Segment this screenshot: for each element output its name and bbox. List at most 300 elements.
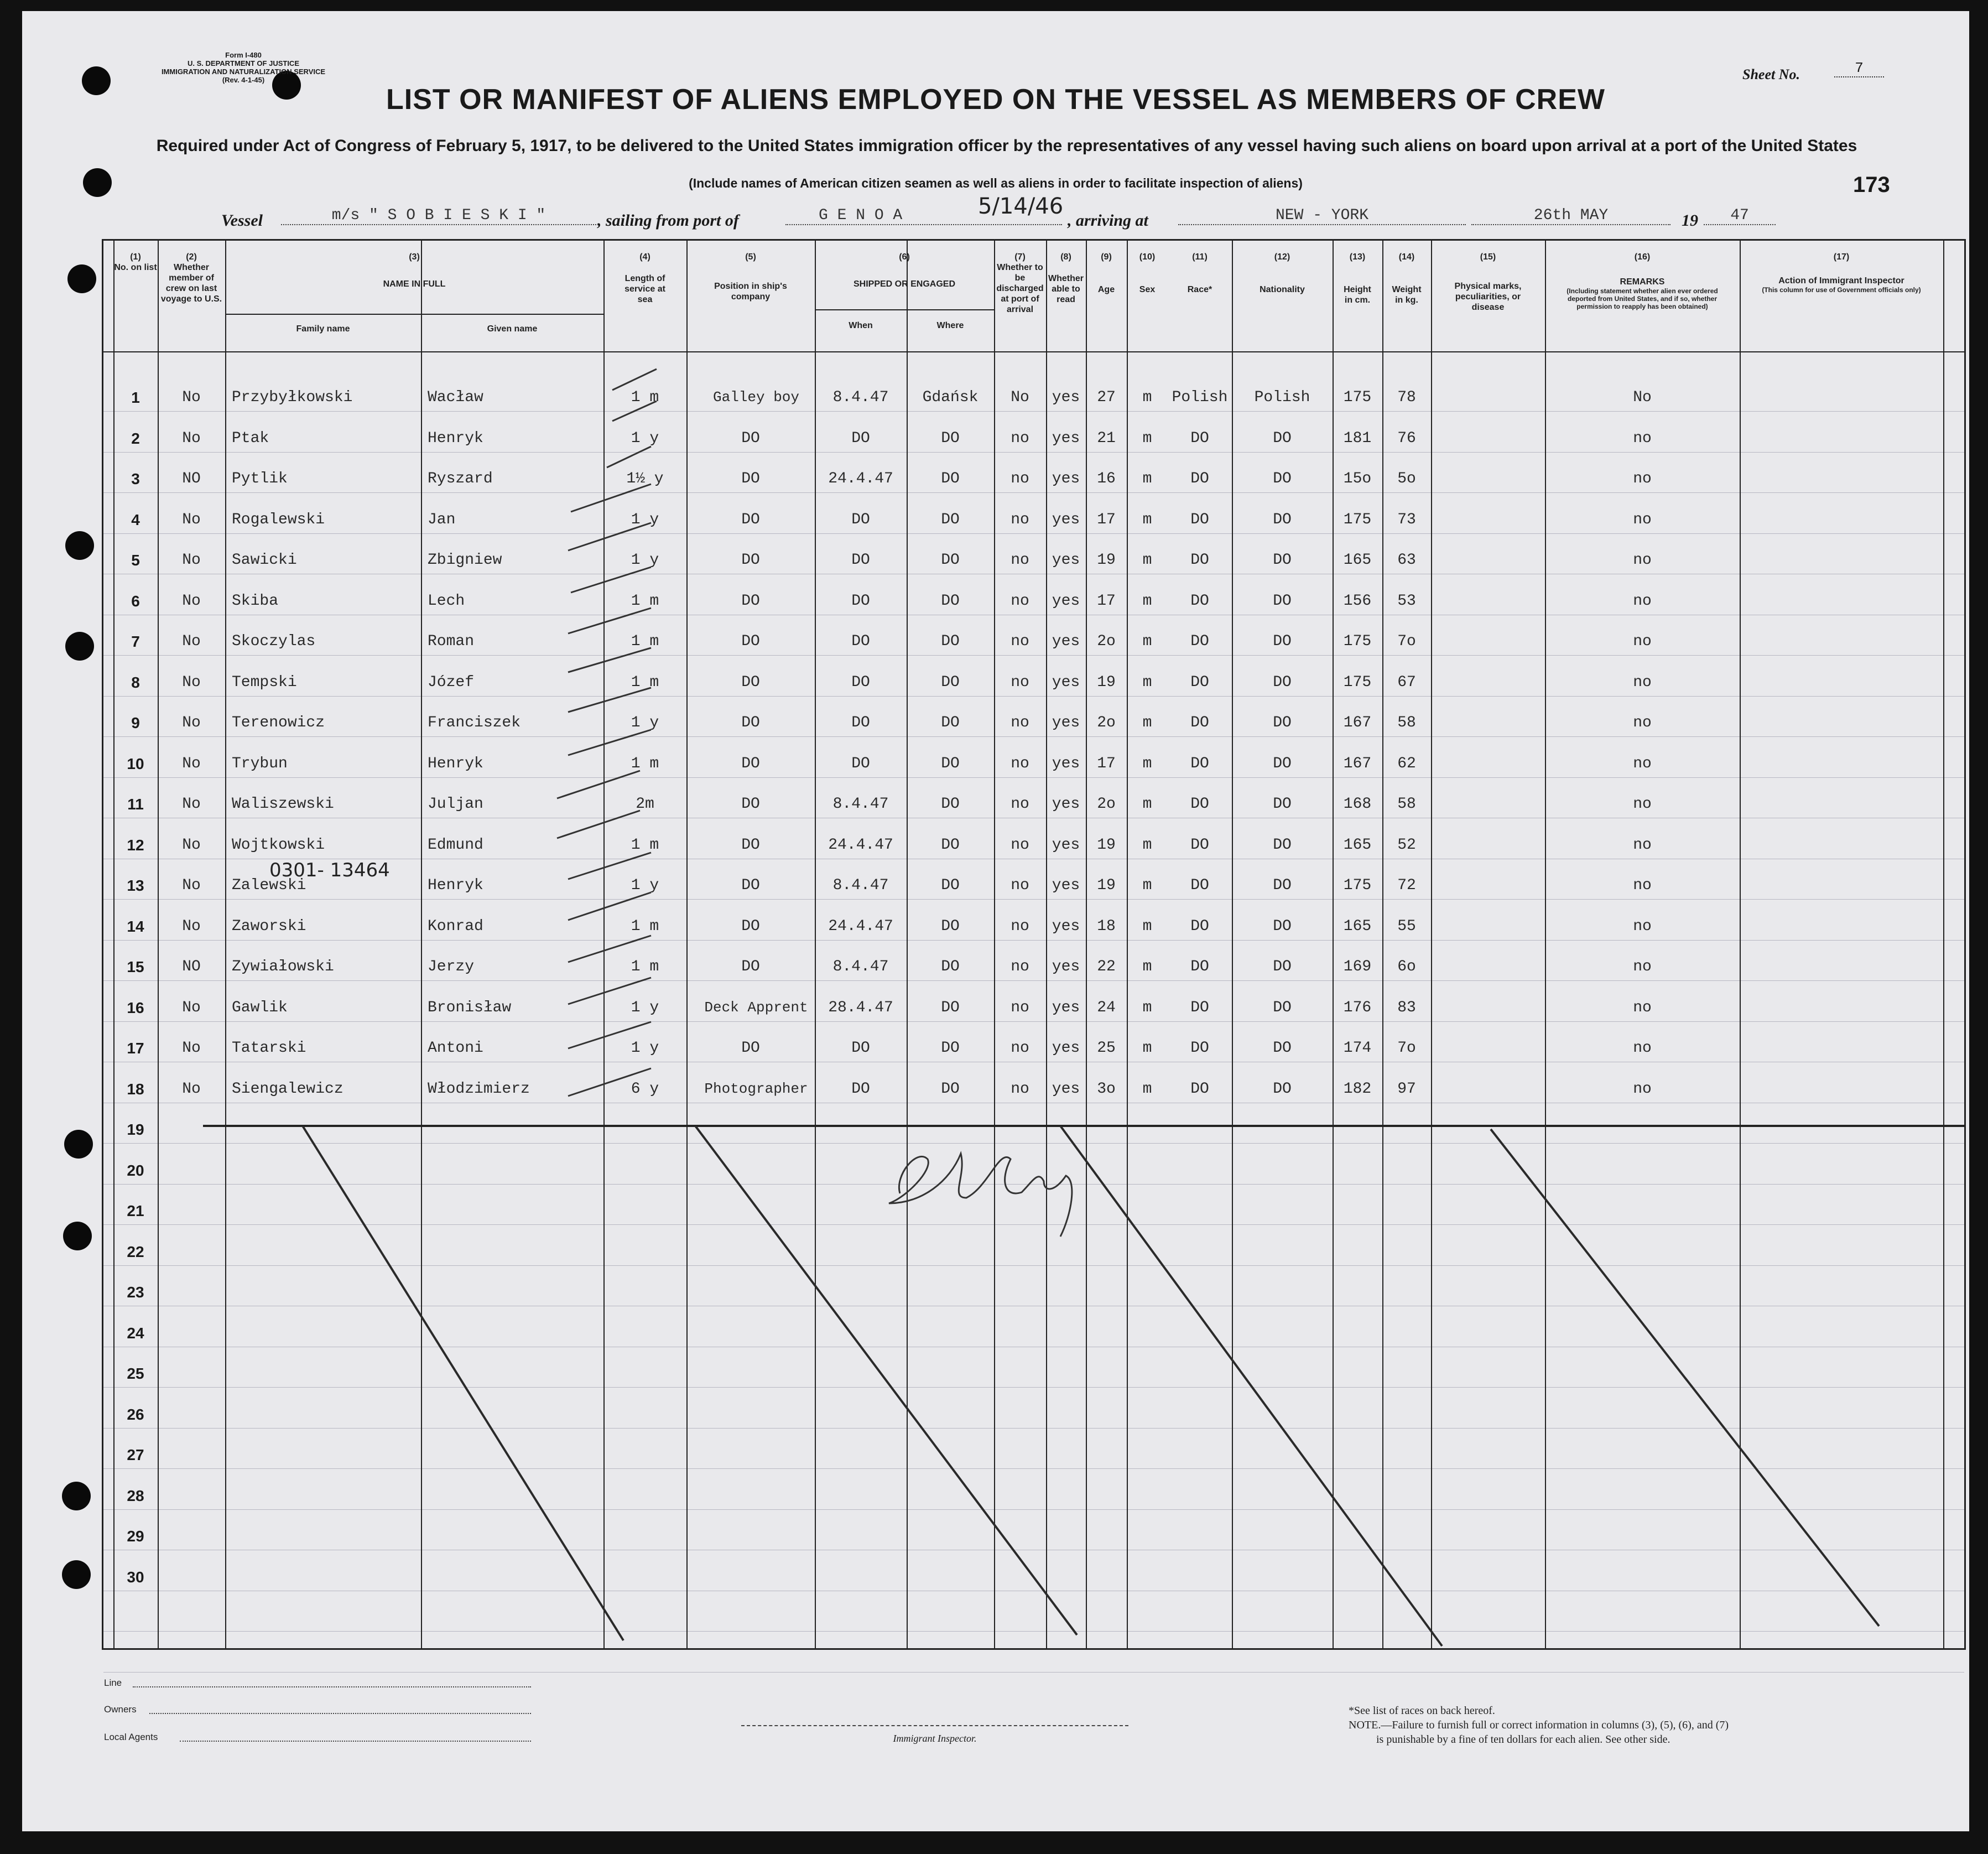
form-number: Form I-480	[225, 51, 262, 59]
service-length-cell: 1 m	[631, 389, 659, 406]
race-cell: DO	[1190, 511, 1209, 528]
discharge-cell: no	[1011, 633, 1029, 650]
tick-mark	[557, 771, 640, 798]
prior-crew-cell: NO	[182, 958, 201, 975]
discharge-cell: no	[1011, 673, 1029, 691]
read-cell: yes	[1052, 633, 1080, 650]
sex-cell: m	[1142, 877, 1152, 894]
footnote-note: NOTE.—Failure to furnish full or correct information in columns (3), (5), (6), and (7)	[1349, 1719, 1729, 1731]
vessel-name: m/s " S O B I E S K I "	[281, 207, 596, 225]
service-length-cell: 1 m	[631, 958, 659, 975]
nationality-cell: DO	[1273, 755, 1292, 772]
discharge-cell: no	[1011, 877, 1029, 894]
service-length-cell: 1 y	[631, 429, 659, 447]
family-name-cell: Zaworski	[232, 917, 306, 935]
tick-mark	[568, 688, 651, 712]
family-name-cell: Pytlik	[232, 470, 288, 487]
sex-cell: m	[1142, 389, 1152, 406]
given-name-cell: Zbigniew	[428, 552, 502, 569]
sex-cell: m	[1142, 958, 1152, 975]
prior-crew-cell: No	[182, 917, 201, 935]
cancel-stroke	[695, 1126, 1077, 1635]
discharge-cell: no	[1011, 714, 1029, 731]
col2-label: Whether member of crew on last voyage to U.S.	[160, 263, 222, 304]
height-cell: 15o	[1343, 470, 1372, 487]
footnote-penalty: is punishable by a fine of ten dollars for each alien. See other side.	[1376, 1733, 1670, 1746]
tick-mark	[568, 892, 651, 920]
discharge-cell: no	[1011, 511, 1029, 528]
subtitle: Required under Act of Congress of February 5, 1917, to be delivered to the United States immigration officer by the representatives of any vessel having such aliens on board upon arrival at a port of the United States	[156, 137, 1857, 155]
service-length-cell: 1 m	[631, 633, 659, 650]
col3-number: (3)	[409, 252, 420, 262]
given-name-cell: Włodzimierz	[428, 1080, 530, 1098]
col9-label: Age	[1097, 285, 1115, 294]
service-length-cell: 1 y	[631, 511, 659, 528]
service-length-cell: 1 m	[631, 673, 659, 691]
remarks-cell: no	[1633, 673, 1652, 691]
engaged-where-cell: DO	[941, 1040, 960, 1057]
page-title: LIST OR MANIFEST OF ALIENS EMPLOYED ON THE VESSEL AS MEMBERS OF CREW	[386, 84, 1605, 116]
sex-cell: m	[1142, 917, 1152, 935]
col17-note: (This column for use of Government officials only)	[1762, 286, 1921, 294]
height-cell: 167	[1343, 755, 1372, 772]
position-cell: DO	[741, 552, 760, 569]
race-cell: DO	[1190, 714, 1209, 731]
sex-cell: m	[1142, 592, 1152, 610]
service-length-cell: 1 y	[631, 714, 659, 731]
owners-field[interactable]	[149, 1713, 531, 1714]
family-name-cell: Wojtkowski	[232, 836, 325, 854]
engaged-when-cell: 24.4.47	[828, 470, 893, 487]
col14-number: (14)	[1398, 252, 1415, 262]
prior-crew-cell: No	[182, 755, 201, 772]
inspector-label: Immigrant Inspector.	[893, 1733, 977, 1744]
position-cell: DO	[741, 470, 760, 487]
engaged-when-cell: DO	[851, 1080, 870, 1098]
col2-number: (2)	[186, 252, 197, 262]
sex-cell: m	[1142, 755, 1152, 772]
race-cell: DO	[1190, 552, 1209, 569]
row-number: 6	[131, 592, 140, 610]
nationality-cell: DO	[1273, 470, 1292, 487]
col10-number: (10)	[1139, 252, 1156, 262]
binder-hole	[65, 531, 94, 560]
col17-label: Action of Immigrant Inspector	[1778, 276, 1904, 285]
nationality-cell: DO	[1273, 836, 1292, 854]
arrival-year: 47	[1704, 207, 1776, 225]
service-length-cell: 1 y	[631, 877, 659, 894]
service-length-cell: 2m	[636, 796, 654, 813]
row-number: 8	[131, 673, 140, 691]
inspector-signature-field[interactable]	[741, 1725, 1128, 1726]
form-meta	[127, 51, 360, 84]
read-cell: yes	[1052, 958, 1080, 975]
discharge-cell: no	[1011, 958, 1029, 975]
race-cell: DO	[1190, 877, 1209, 894]
age-cell: 25	[1097, 1040, 1116, 1057]
read-cell: yes	[1052, 755, 1080, 772]
engaged-where-cell: DO	[941, 714, 960, 731]
row-number: 18	[127, 1080, 144, 1098]
pen-marks	[103, 241, 1968, 1652]
weight-cell: 97	[1397, 1080, 1416, 1098]
read-cell: yes	[1052, 592, 1080, 610]
engaged-where-cell: DO	[941, 755, 960, 772]
engaged-when-cell: 8.4.47	[832, 389, 889, 406]
engaged-when-cell: 28.4.47	[828, 999, 893, 1016]
prior-crew-cell: No	[182, 877, 201, 894]
engaged-where-cell: DO	[941, 999, 960, 1016]
weight-cell: 76	[1397, 429, 1416, 447]
prior-crew-cell: No	[182, 836, 201, 854]
nationality-cell: DO	[1273, 1040, 1292, 1057]
race-cell: DO	[1190, 592, 1209, 610]
race-cell: DO	[1190, 1080, 1209, 1098]
nationality-cell: Polish	[1254, 389, 1310, 406]
row-number: 4	[131, 511, 140, 528]
include-note: (Include names of American citizen seamen as well as aliens in order to facilitate inspection of aliens)	[689, 176, 1303, 190]
tick-mark	[571, 484, 651, 512]
col9-number: (9)	[1101, 252, 1112, 262]
family-name-cell: Siengalewicz	[232, 1080, 344, 1098]
col6-label: SHIPPED OR ENGAGED	[853, 279, 956, 289]
height-cell: 165	[1343, 836, 1372, 854]
ruled-line	[103, 1672, 1964, 1673]
position-cell: DO	[741, 592, 760, 610]
tick-mark	[568, 936, 651, 962]
age-cell: 16	[1097, 470, 1116, 487]
tick-mark	[568, 608, 651, 633]
race-cell: DO	[1190, 673, 1209, 691]
engaged-when-cell: DO	[851, 592, 870, 610]
col4-number: (4)	[639, 252, 650, 262]
remarks-cell: no	[1633, 917, 1652, 935]
given-name-cell: Konrad	[428, 917, 483, 935]
col15-number: (15)	[1480, 252, 1496, 262]
service-length-cell: 1 y	[631, 999, 659, 1016]
prior-crew-cell: No	[182, 389, 201, 406]
tick-mark	[568, 1068, 651, 1096]
manifest-table	[102, 239, 1966, 1650]
row-number: 15	[127, 958, 144, 975]
nationality-cell: DO	[1273, 511, 1292, 528]
read-cell: yes	[1052, 917, 1080, 935]
weight-cell: 58	[1397, 714, 1416, 731]
engaged-when-cell: DO	[851, 511, 870, 528]
col12-label: Nationality	[1260, 285, 1305, 294]
weight-cell: 6o	[1397, 958, 1416, 975]
given-name-cell: Wacław	[428, 389, 483, 406]
row-number: 25	[127, 1365, 144, 1382]
binder-hole	[64, 1130, 93, 1159]
read-cell: yes	[1052, 511, 1080, 528]
remarks-cell: no	[1633, 1080, 1652, 1098]
position-cell: DO	[741, 836, 760, 854]
tick-mark	[568, 978, 651, 1004]
col12-number: (12)	[1274, 252, 1290, 262]
age-cell: 17	[1097, 755, 1116, 772]
sex-cell: m	[1142, 836, 1152, 854]
engaged-where-cell: Gdańsk	[922, 389, 979, 406]
col11-number: (11)	[1192, 252, 1208, 262]
engaged-where-cell: DO	[941, 917, 960, 935]
row-number: 5	[131, 552, 140, 569]
sex-cell: m	[1142, 1080, 1152, 1098]
age-cell: 19	[1097, 552, 1116, 569]
age-cell: 2o	[1097, 796, 1116, 813]
remarks-cell: no	[1633, 877, 1652, 894]
row-number: 29	[127, 1528, 144, 1545]
race-cell: DO	[1190, 470, 1209, 487]
col5-number: (5)	[745, 252, 756, 262]
family-name-cell: Przybyłkowski	[232, 389, 353, 406]
read-cell: yes	[1052, 470, 1080, 487]
remarks-cell: no	[1633, 836, 1652, 854]
read-cell: yes	[1052, 999, 1080, 1016]
row-number: 9	[131, 714, 140, 731]
weight-cell: 7o	[1397, 633, 1416, 650]
engaged-when-cell: DO	[851, 673, 870, 691]
engaged-when-cell: DO	[851, 714, 870, 731]
read-cell: yes	[1052, 673, 1080, 691]
service-length-cell: 1 m	[631, 592, 659, 610]
weight-cell: 78	[1397, 389, 1416, 406]
arriving-label: , arriving at	[1068, 211, 1148, 230]
prior-crew-cell: No	[182, 999, 201, 1016]
col15-label: Physical marks, peculiarities, or disease	[1454, 282, 1522, 312]
row-number: 28	[127, 1487, 144, 1504]
prior-crew-cell: No	[182, 592, 201, 610]
height-cell: 182	[1343, 1080, 1372, 1098]
weight-cell: 52	[1397, 836, 1416, 854]
service-length-cell: 1½ y	[626, 470, 664, 487]
given-name-cell: Antoni	[428, 1040, 483, 1057]
age-cell: 3o	[1097, 1080, 1116, 1098]
service-length-cell: 1 m	[631, 755, 659, 772]
height-cell: 175	[1343, 511, 1372, 528]
prior-crew-cell: No	[182, 633, 201, 650]
family-name-cell: Ptak	[232, 429, 269, 447]
nationality-cell: DO	[1273, 429, 1292, 447]
prior-crew-cell: No	[182, 1080, 201, 1098]
sex-cell: m	[1142, 429, 1152, 447]
row-number: 23	[127, 1284, 144, 1301]
row-number: 20	[127, 1161, 144, 1179]
col8-label: Whether able to read	[1048, 274, 1084, 304]
tick-mark	[568, 523, 651, 551]
remarks-cell: no	[1633, 1040, 1652, 1057]
service-length-cell: 1 m	[631, 836, 659, 854]
engaged-when-cell: DO	[851, 1040, 870, 1057]
given-name-cell: Edmund	[428, 836, 483, 854]
position-cell: DO	[741, 633, 760, 650]
prior-crew-cell: No	[182, 511, 201, 528]
race-cell: Polish	[1172, 389, 1228, 406]
row-number: 21	[127, 1202, 144, 1219]
nationality-cell: DO	[1273, 877, 1292, 894]
owners-label: Owners	[104, 1704, 137, 1715]
tick-mark	[568, 853, 651, 879]
nationality-cell: DO	[1273, 592, 1292, 610]
sex-cell: m	[1142, 796, 1152, 813]
row-number: 10	[127, 755, 144, 772]
engaged-where-cell: DO	[941, 633, 960, 650]
discharge-cell: no	[1011, 552, 1029, 569]
binder-hole	[67, 264, 96, 293]
discharge-cell: no	[1011, 999, 1029, 1016]
manifest-sheet	[22, 11, 1969, 1831]
col1-label: No. on list	[114, 263, 157, 272]
engaged-where-cell: DO	[941, 673, 960, 691]
given-name-cell: Henryk	[428, 877, 483, 894]
col7-label: Whether to be discharged at port of arrival	[996, 263, 1044, 314]
nationality-cell: DO	[1273, 999, 1292, 1016]
prior-crew-cell: No	[182, 429, 201, 447]
row-number: 3	[131, 470, 140, 487]
handwritten-file-number: 0301- 13464	[269, 859, 390, 881]
line-field[interactable]	[133, 1686, 531, 1687]
height-cell: 176	[1343, 999, 1372, 1016]
position-cell: Galley boy	[712, 389, 800, 406]
prior-crew-cell: No	[182, 552, 201, 569]
nationality-cell: DO	[1273, 1080, 1292, 1098]
age-cell: 17	[1097, 511, 1116, 528]
local-agents-field[interactable]	[180, 1741, 531, 1742]
race-cell: DO	[1190, 796, 1209, 813]
remarks-cell: no	[1633, 592, 1652, 610]
height-cell: 168	[1343, 796, 1372, 813]
weight-cell: 73	[1397, 511, 1416, 528]
weight-cell: 5o	[1397, 470, 1416, 487]
given-name-cell: Henryk	[428, 429, 483, 447]
local-agents-label: Local Agents	[104, 1732, 158, 1742]
binder-hole	[62, 1482, 91, 1510]
family-name-cell: Terenowicz	[232, 714, 325, 731]
col4-label: Length of service at sea	[624, 274, 665, 304]
engaged-when-cell: DO	[851, 633, 870, 650]
family-name-cell: Zalewski	[232, 877, 306, 894]
service-length-cell: 6 y	[631, 1080, 659, 1098]
col16-label: REMARKS	[1620, 277, 1665, 287]
engaged-where-cell: DO	[941, 429, 960, 447]
col17-number: (17)	[1833, 252, 1850, 262]
family-name-cell: Rogalewski	[232, 511, 325, 528]
family-name-cell: Skiba	[232, 592, 279, 610]
row-number: 19	[127, 1121, 144, 1138]
engaged-when-cell: 8.4.47	[832, 796, 889, 813]
position-cell: DO	[741, 714, 760, 731]
height-cell: 175	[1343, 673, 1372, 691]
remarks-cell: no	[1633, 552, 1652, 569]
read-cell: yes	[1052, 714, 1080, 731]
row-number: 26	[127, 1405, 144, 1423]
handwritten-date: 5/14/46	[978, 194, 1064, 219]
sex-cell: m	[1142, 673, 1152, 691]
family-name-header: Family name	[296, 324, 350, 334]
cancel-stroke	[1491, 1129, 1879, 1626]
age-cell: 2o	[1097, 633, 1116, 650]
engaged-when-cell: DO	[851, 755, 870, 772]
nationality-cell: DO	[1273, 673, 1292, 691]
remarks-cell: no	[1633, 429, 1652, 447]
position-cell: Photographer	[704, 1080, 808, 1097]
sex-cell: m	[1142, 552, 1152, 569]
remarks-cell: no	[1633, 796, 1652, 813]
position-cell: DO	[741, 958, 760, 975]
age-cell: 24	[1097, 999, 1116, 1016]
discharge-cell: no	[1011, 470, 1029, 487]
sex-cell: m	[1142, 633, 1152, 650]
tick-mark	[568, 730, 651, 755]
row-number: 11	[127, 796, 144, 813]
row-number: 24	[127, 1324, 144, 1342]
row-number: 27	[127, 1446, 144, 1463]
position-cell: DO	[741, 917, 760, 935]
weight-cell: 62	[1397, 755, 1416, 772]
remarks-cell: no	[1633, 755, 1652, 772]
vessel-label: Vessel	[221, 211, 263, 230]
engaged-when-cell: 8.4.47	[832, 958, 889, 975]
tick-mark	[568, 648, 651, 672]
nationality-cell: DO	[1273, 552, 1292, 569]
department: U. S. DEPARTMENT OF JUSTICE	[188, 59, 299, 67]
where-header: Where	[936, 321, 964, 330]
remarks-cell: no	[1633, 958, 1652, 975]
row-number: 22	[127, 1243, 144, 1260]
col1-number: (1)	[130, 252, 141, 262]
sex-cell: m	[1142, 470, 1152, 487]
col7-number: (7)	[1014, 252, 1026, 262]
position-cell: DO	[741, 796, 760, 813]
sheet-label: Sheet No.	[1742, 66, 1800, 82]
revision: (Rev. 4-1-45)	[222, 76, 265, 84]
service-length-cell: 1 y	[631, 1040, 659, 1057]
height-cell: 167	[1343, 714, 1372, 731]
nationality-cell: DO	[1273, 958, 1292, 975]
read-cell: yes	[1052, 429, 1080, 447]
engaged-when-cell: DO	[851, 552, 870, 569]
tick-mark	[568, 1022, 651, 1048]
given-name-cell: Henryk	[428, 755, 483, 772]
row-number: 13	[127, 877, 144, 894]
port-of-sailing: G E N O A	[785, 207, 1062, 225]
age-cell: 19	[1097, 673, 1116, 691]
read-cell: yes	[1052, 1080, 1080, 1098]
height-cell: 169	[1343, 958, 1372, 975]
given-name-cell: Jerzy	[428, 958, 475, 975]
cancel-stroke	[1060, 1126, 1442, 1646]
given-name-cell: Ryszard	[428, 470, 493, 487]
race-cell: DO	[1190, 633, 1209, 650]
given-name-cell: Lech	[428, 592, 465, 610]
engaged-where-cell: DO	[941, 1080, 960, 1098]
height-cell: 175	[1343, 877, 1372, 894]
prior-crew-cell: No	[182, 796, 201, 813]
height-cell: 175	[1343, 389, 1372, 406]
prior-crew-cell: NO	[182, 470, 201, 487]
age-cell: 19	[1097, 836, 1116, 854]
remarks-cell: no	[1633, 999, 1652, 1016]
discharge-cell: no	[1011, 836, 1029, 854]
height-cell: 181	[1343, 429, 1372, 447]
position-cell: DO	[741, 429, 760, 447]
engaged-where-cell: DO	[941, 958, 960, 975]
read-cell: yes	[1052, 552, 1080, 569]
given-name-cell: Roman	[428, 633, 475, 650]
age-cell: 27	[1097, 389, 1116, 406]
stamp-number: 173	[1853, 173, 1890, 197]
col16-note: (Including statement whether alien ever ordered deported from United States, and if so, whether permission to reapply has been obtained)	[1567, 287, 1718, 310]
